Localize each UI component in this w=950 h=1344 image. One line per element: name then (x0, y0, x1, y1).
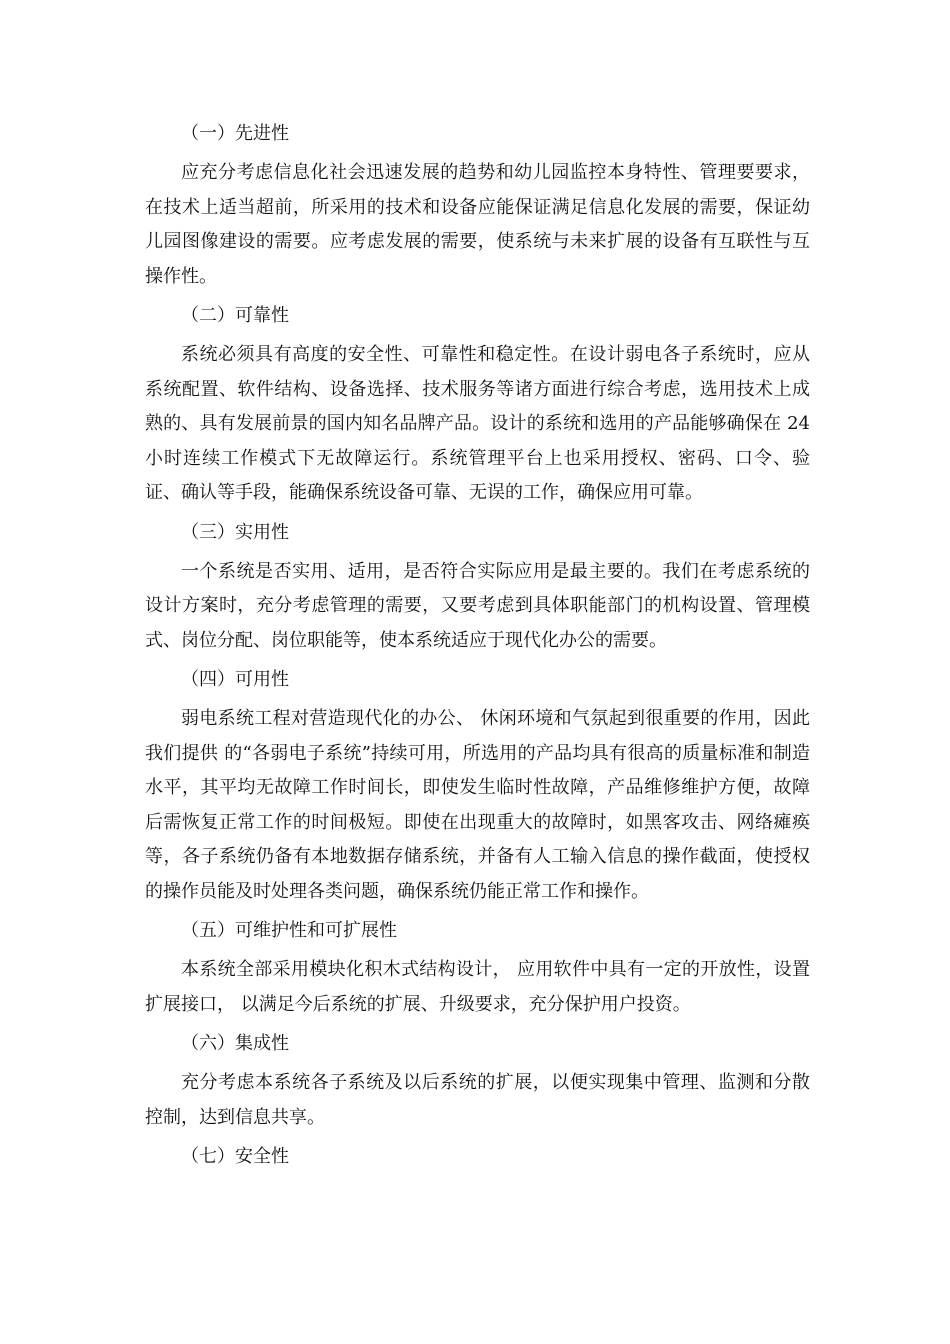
section-heading-security: （七）安全性 (181, 1146, 289, 1167)
section-heading-availability: （四）可用性 (181, 669, 289, 690)
section-body-practicality: 一个系统是否实用、适用，是否符合实际应用是最主要的。我们在考虑系统的设计方案时，充分考虑管理的需要，又要考虑到具体职能部门的机构设置、管理模式、岗位分配、岗位职能等，使本系统适应于现代化办公的需要。 (145, 560, 810, 651)
section-heading-practicality: （三）实用性 (181, 521, 289, 543)
document-body (145, 117, 810, 1179)
section-heading-reliability: （二）可靠性 (181, 305, 289, 326)
section-body-maintainability: 本系统全部采用模块化积木式结构设计， 应用软件中具有一定的开放性，设置扩展接口， 以满足今后系统的扩展、升级要求，充分保护用户投资。 (145, 959, 810, 1015)
section-heading-maintainability: （五）可维护性和可扩展性 (181, 920, 397, 941)
section-heading-advanced: （一）先进性 (181, 123, 289, 144)
section-body-availability: 弱电系统工程对营造现代化的办公、 休闲环境和气氛起到很重要的作用，因此我们提供 的“各弱电子系统”持续可用，所选用的产品均具有很高的质量标准和制造水平，其平均无故障工作时间长，即使发生临时性故障，产品维修维护方便，故障后需恢复正常工作的时间极短。即使在出现重大的故障时，如黑客攻击、网络瘫痪等，各子系统仍备有本地数据存储系统，并备有人工输入信息的操作截面，使授权的操作员能及时处理各类问题，确保系统仍能正常工作和操作。 (145, 708, 810, 902)
section-body-advanced: 应充分考虑信息化社会迅速发展的趋势和幼儿园监控本身特性、管理要要求，在技术上适当超前，所采用的技术和设备应能保证满足信息化发展的需要，保证幼儿园图像建设的需要。应考虑发展的需要，使系统与未来扩展的设备有互联性与互操作性。 (145, 162, 810, 287)
section-body-integration: 充分考虑本系统各子系统及以后系统的扩展，以便实现集中管理、监测和分散控制，达到信息共享。 (145, 1072, 810, 1128)
section-body-reliability: 系统必须具有高度的安全性、可靠性和稳定性。在设计弱电各子系统时，应从系统配置、软件结构、设备选择、技术服务等诸方面进行综合考虑，选用技术上成熟的、具有发展前景的国内知名品牌产品。设计的系统和选用的产品能够确保在 24 小时连续工作模式下无故障运行。系统管理平台上也采用授权、密码、口令、验证、确认等手段，能确保系统设备可靠、无误的工作，确保应用可靠。 (145, 344, 810, 503)
section-heading-integration: （六）集成性 (181, 1033, 289, 1054)
